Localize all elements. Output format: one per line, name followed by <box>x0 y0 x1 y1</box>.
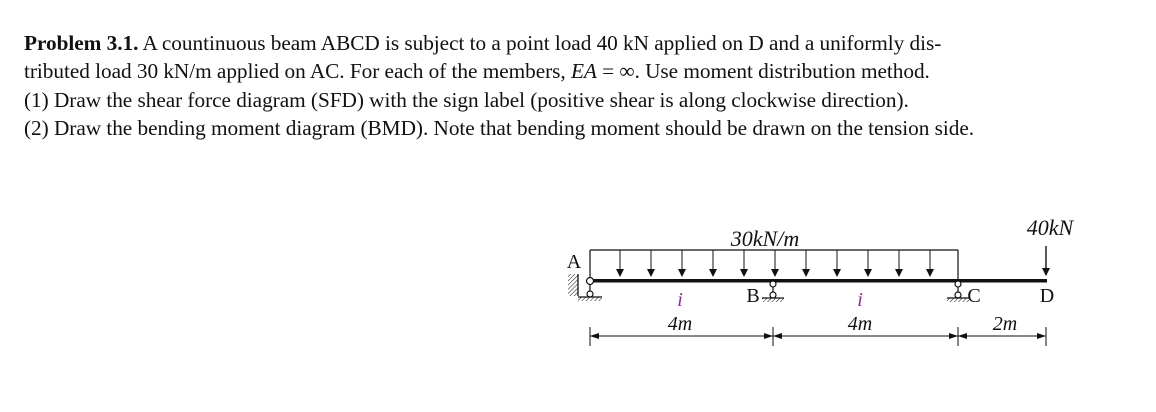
node-c-label: C <box>967 285 981 307</box>
dim-arrow <box>773 333 782 339</box>
dim-arrow <box>958 333 967 339</box>
pin-c-bottom <box>955 292 961 298</box>
point-load <box>1027 215 1075 307</box>
pin-b-bottom <box>770 292 776 298</box>
problem-line-2-b: = ∞. Use moment distribution method. <box>596 59 930 84</box>
problem-line-4: (2) Draw the bending moment diagram (BMD). Note that bending moment should be drawn on the tension side. <box>24 115 975 140</box>
ground-hatch-c <box>947 298 969 302</box>
problem-label: Problem 3.1. <box>24 31 139 55</box>
span-ab-label: 4m <box>667 313 693 335</box>
support-c <box>947 281 981 307</box>
point-load-label: 40kN <box>1026 215 1074 240</box>
pin-a-top <box>587 278 594 285</box>
udl-arrows <box>620 250 930 276</box>
support-a <box>567 251 602 301</box>
dim-arrow <box>764 333 773 339</box>
axial-stiffness-symbol: EA <box>570 59 597 84</box>
distributed-load <box>590 226 958 280</box>
support-b <box>746 281 784 307</box>
fixed-wall-hatch <box>568 274 578 296</box>
dim-arrow <box>590 333 599 339</box>
node-b-label: B <box>746 285 760 307</box>
stiffness-bc-label: i <box>857 289 863 311</box>
pin-a-bottom <box>587 291 593 297</box>
pin-b-top <box>770 281 776 287</box>
pin-c-top <box>955 281 961 287</box>
ground-hatch-a <box>578 297 602 301</box>
dim-arrow <box>1037 333 1046 339</box>
node-a-label: A <box>566 251 582 273</box>
dimension-line <box>590 313 1046 346</box>
problem-line-3: (1) Draw the shear force diagram (SFD) with the sign label (positive shear is along clockwise direction). <box>24 87 909 112</box>
problem-line-1-text: A countinuous beam ABCD is subject to a point load 40 kN applied on D and a uniformly dis- <box>142 31 942 55</box>
node-d-label: D <box>1039 285 1055 307</box>
problem-line-2-a: tributed load 30 kN/m applied on AC. For each of the members, <box>24 59 571 84</box>
udl-label: 30kN/m <box>730 226 800 251</box>
ground-hatch-b <box>762 298 784 302</box>
span-cd-label: 2m <box>992 313 1018 335</box>
dim-arrow <box>949 333 958 339</box>
stiffness-ab-label: i <box>677 289 683 311</box>
span-bc-label: 4m <box>847 313 873 335</box>
beam <box>588 279 1047 283</box>
